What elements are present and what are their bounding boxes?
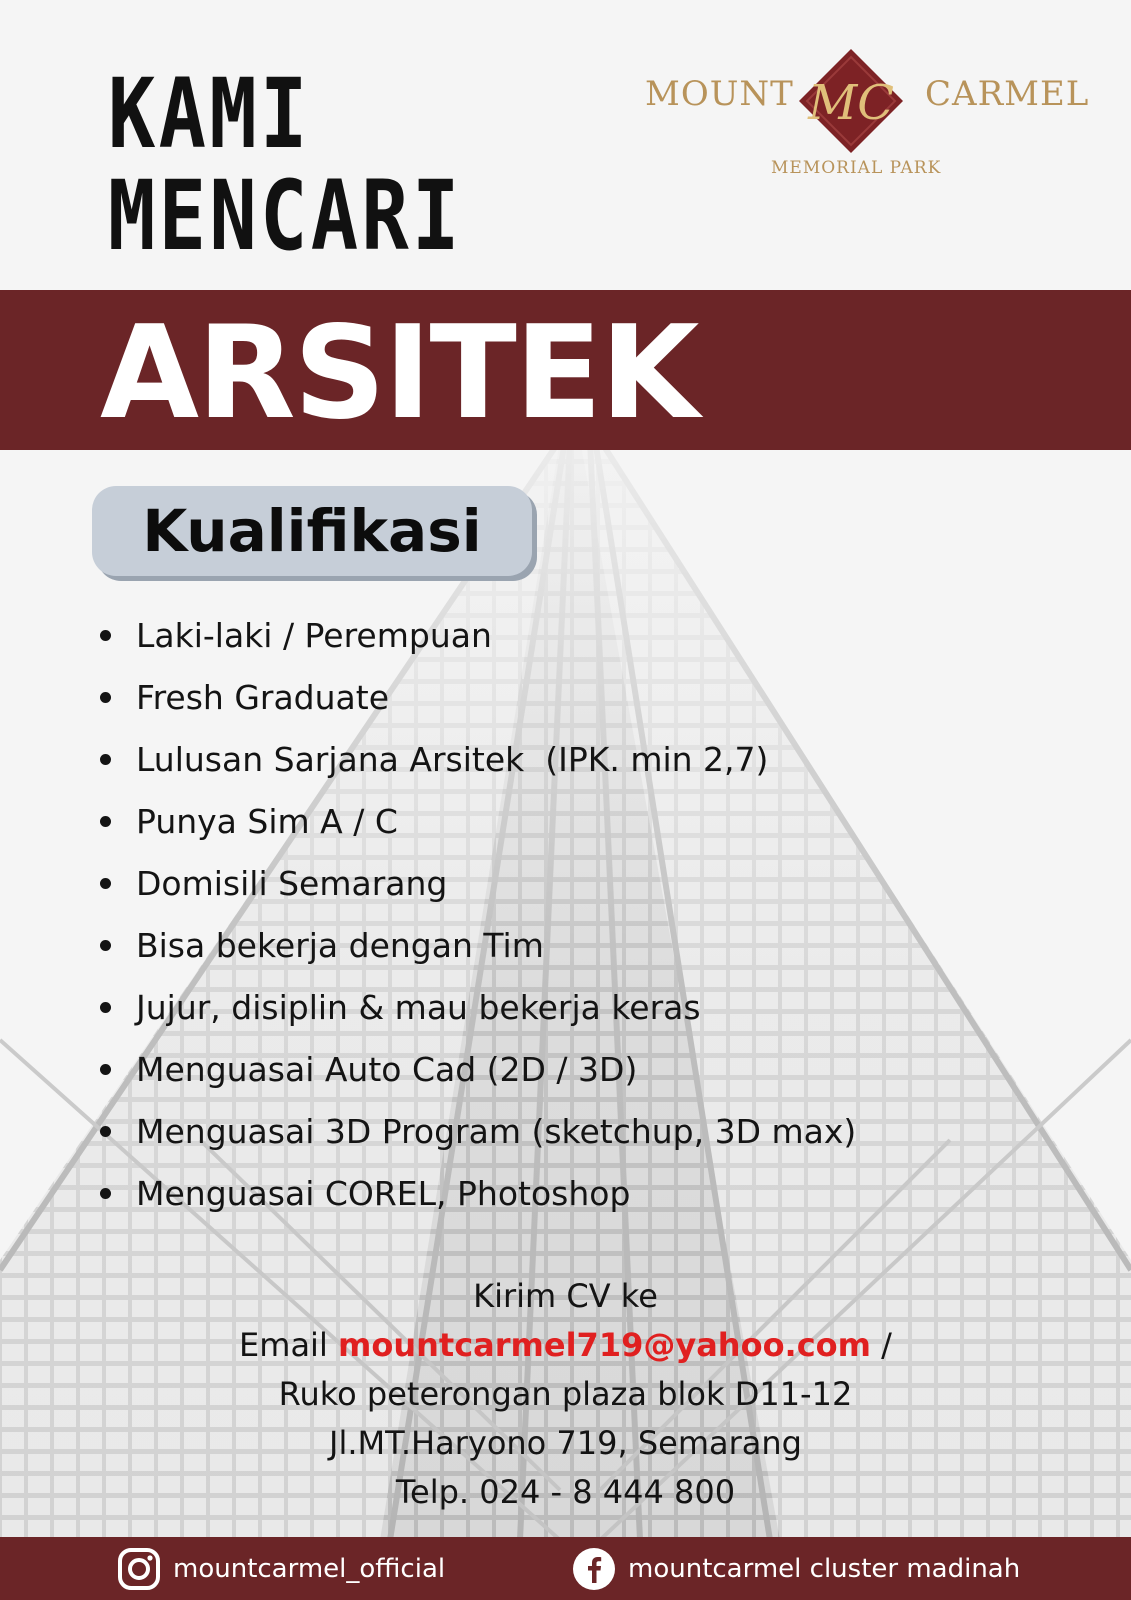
requirement-item [92, 1100, 856, 1162]
logo-word-mount: MOUNT [645, 74, 794, 114]
requirement-text: Punya Sim A / C [136, 801, 398, 841]
email-link[interactable]: mountcarmel719@yahoo.com [338, 1326, 871, 1364]
headline-line-2: MENCARI [108, 160, 463, 272]
instagram-icon [117, 1547, 161, 1591]
social-footer [0, 1537, 1131, 1600]
bullet-icon [100, 630, 111, 641]
requirement-item [92, 1038, 856, 1100]
bullet-icon [100, 816, 111, 827]
requirement-item [92, 976, 856, 1038]
requirement-text: Jujur, disiplin & mau bekerja keras [136, 987, 701, 1027]
qualification-heading: Kualifikasi [142, 497, 482, 565]
requirement-text: Lulusan Sarjana Arsitek (IPK. min 2,7) [136, 739, 769, 779]
instagram-link[interactable] [117, 1537, 445, 1600]
job-title-band [0, 290, 1131, 450]
phone-number: Telp. 024 - 8 444 800 [395, 1473, 736, 1511]
bullet-icon [100, 1126, 111, 1137]
requirement-text: Menguasai COREL, Photoshop [136, 1173, 631, 1213]
requirements-list [92, 604, 856, 1224]
bullet-icon [100, 692, 111, 703]
contact-email-line [0, 1321, 1131, 1370]
logo-monogram: MC [808, 75, 894, 131]
requirement-text: Fresh Graduate [136, 677, 390, 717]
email-separator: / [881, 1326, 892, 1364]
job-title: ARSITEK [100, 299, 698, 448]
address-line-1: Ruko peterongan plaza blok D11-12 [278, 1375, 853, 1413]
facebook-icon [572, 1547, 616, 1591]
bullet-icon [100, 878, 111, 889]
requirement-item [92, 604, 856, 666]
company-logo [640, 40, 1090, 190]
requirement-item [92, 1162, 856, 1224]
contact-info [0, 1272, 1131, 1517]
facebook-handle: mountcarmel cluster madinah [628, 1553, 1021, 1584]
contact-intro: Kirim CV ke [473, 1277, 658, 1315]
requirement-text: Bisa bekerja dengan Tim [136, 925, 544, 965]
logo-subtitle: MEMORIAL PARK [771, 158, 942, 178]
requirement-text: Menguasai 3D Program (sketchup, 3D max) [136, 1111, 857, 1151]
mount-carmel-monogram-icon [795, 45, 907, 157]
requirement-item [92, 790, 856, 852]
requirement-text: Laki-laki / Perempuan [136, 615, 492, 655]
bullet-icon [100, 1188, 111, 1199]
bullet-icon [100, 1064, 111, 1075]
requirement-text: Menguasai Auto Cad (2D / 3D) [136, 1049, 638, 1089]
requirement-text: Domisili Semarang [136, 863, 448, 903]
requirement-item [92, 728, 856, 790]
qualification-heading-pill [92, 486, 532, 576]
instagram-handle: mountcarmel_official [173, 1553, 446, 1584]
bullet-icon [100, 1002, 111, 1013]
bullet-icon [100, 940, 111, 951]
address-line-2: Jl.MT.Haryono 719, Semarang [329, 1424, 802, 1462]
requirement-item [92, 852, 856, 914]
headline-line-1: KAMI [108, 58, 311, 170]
logo-word-carmel: CARMEL [925, 74, 1090, 114]
email-label: Email [239, 1326, 328, 1364]
requirement-item [92, 666, 856, 728]
facebook-link[interactable] [572, 1537, 1020, 1600]
requirement-item [92, 914, 856, 976]
bullet-icon [100, 754, 111, 765]
